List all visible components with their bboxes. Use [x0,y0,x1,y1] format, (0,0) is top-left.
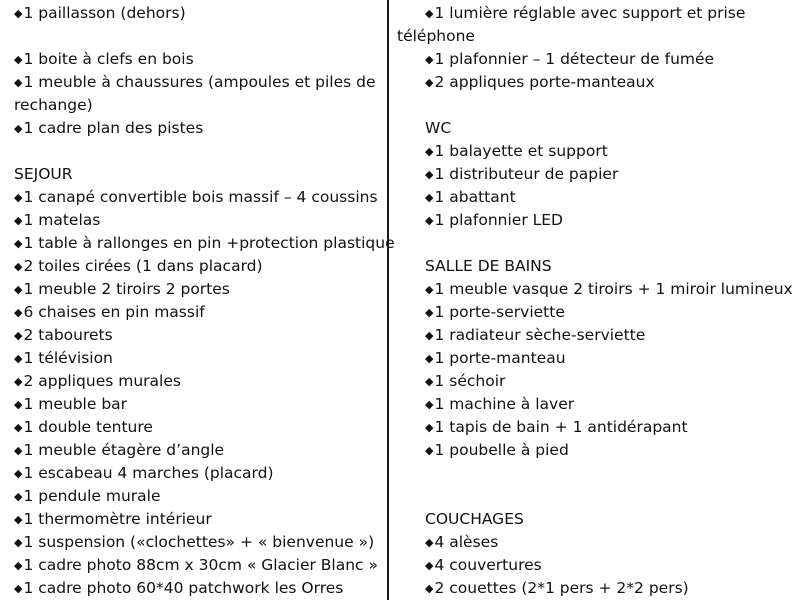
list-item-text: téléphone [397,27,475,45]
section-heading [14,163,384,186]
section-heading [397,117,797,140]
spacer [397,462,797,485]
list-item [14,508,384,531]
list-item [14,117,384,140]
list-item-text: 1 boite à clefs en bois [23,50,194,68]
list-item-text: 1 plafonnier LED [434,211,563,229]
bullet-icon: ◆ [425,444,434,457]
list-item-text: 1 table à rallonges en pin +protection plastique [23,234,395,252]
list-item [397,25,797,48]
bullet-icon: ◆ [425,559,434,572]
list-item [397,209,797,232]
bullet-icon: ◆ [14,352,23,365]
list-item [14,324,384,347]
list-item-text: 2 toiles cirées (1 dans placard) [23,257,263,275]
list-item-text: 1 meuble 2 tiroirs 2 portes [23,280,230,298]
list-item [14,370,384,393]
list-item [14,554,384,577]
section-heading-text: SALLE DE BAINS [425,257,552,275]
section-heading-text: SEJOUR [14,165,73,183]
list-item [397,324,797,347]
list-item [14,278,384,301]
list-item-text: 1 porte-manteau [434,349,566,367]
list-item [14,577,384,600]
spacer [14,140,384,163]
list-item-text: 1 lumière réglable avec support et prise [434,4,746,22]
list-item-text: 1 thermomètre intérieur [23,510,212,528]
list-item [397,301,797,324]
bullet-icon: ◆ [14,513,23,526]
bullet-icon: ◆ [14,559,23,572]
list-item-text: 1 escabeau 4 marches (placard) [23,464,274,482]
list-item [14,232,395,255]
list-item [397,370,797,393]
list-item [397,554,797,577]
list-item [14,416,384,439]
bullet-icon: ◆ [14,214,23,227]
bullet-icon: ◆ [425,352,434,365]
list-item-text: 1 cadre photo 88cm x 30cm « Glacier Blanc » [23,556,378,574]
section-heading [397,508,797,531]
list-item [14,94,384,117]
list-item [397,439,797,462]
list-item [14,347,384,370]
list-item [397,48,797,71]
list-item-text: 1 distributeur de papier [434,165,619,183]
bullet-icon: ◆ [14,76,23,89]
list-item [397,416,797,439]
bullet-icon: ◆ [14,444,23,457]
list-item [14,393,384,416]
bullet-icon: ◆ [14,490,23,503]
list-item-text: 2 appliques murales [23,372,181,390]
bullet-icon: ◆ [425,145,434,158]
spacer [397,94,797,117]
list-item-text: 1 cadre plan des pistes [23,119,204,137]
spacer [397,485,797,508]
bullet-icon: ◆ [14,536,23,549]
list-item-text: 1 meuble vasque 2 tiroirs + 1 miroir lumineux [434,280,793,298]
bullet-icon: ◆ [425,214,434,227]
list-item [14,485,384,508]
bullet-icon: ◆ [14,329,23,342]
list-item [397,140,797,163]
list-item-text: 1 meuble bar [23,395,128,413]
bullet-icon: ◆ [14,191,23,204]
spacer [397,232,797,255]
bullet-icon: ◆ [14,306,23,319]
bullet-icon: ◆ [14,237,23,250]
bullet-icon: ◆ [425,53,434,66]
list-item-text: 2 tabourets [23,326,113,344]
bullet-icon: ◆ [425,168,434,181]
bullet-icon: ◆ [425,375,434,388]
list-item-text: 1 radiateur sèche-serviette [434,326,646,344]
bullet-icon: ◆ [425,536,434,549]
list-item-text: 1 paillasson (dehors) [23,4,186,22]
list-item-text: 1 double tenture [23,418,153,436]
section-heading-text: COUCHAGES [425,510,524,528]
list-item [397,531,797,554]
list-item-text: 1 tapis de bain + 1 antidérapant [434,418,688,436]
bullet-icon: ◆ [425,329,434,342]
bullet-icon: ◆ [14,582,23,595]
list-item-text: 1 balayette et support [434,142,608,160]
list-item-text: 1 cadre photo 60*40 patchwork les Orres [23,579,344,597]
bullet-icon: ◆ [425,306,434,319]
list-item-text: 1 meuble étagère d’angle [23,441,225,459]
column-divider [387,0,389,600]
list-item [397,347,797,370]
list-item-text: 6 chaises en pin massif [23,303,205,321]
bullet-icon: ◆ [425,398,434,411]
list-item-text: 1 suspension («clochettes» + « bienvenue ») [23,533,375,551]
list-item-text: 1 pendule murale [23,487,161,505]
list-item [397,278,797,301]
list-item-text: 4 alèses [434,533,499,551]
list-item [14,462,384,485]
list-item [397,393,797,416]
list-item [14,439,384,462]
bullet-icon: ◆ [14,467,23,480]
list-item-text: 1 abattant [434,188,516,206]
list-item-text: rechange) [14,96,93,114]
list-item [14,531,384,554]
list-item-text: 1 matelas [23,211,101,229]
list-item-text: 2 couettes (2*1 pers + 2*2 pers) [434,579,689,597]
list-item-text: 1 canapé convertible bois massif – 4 coussins [23,188,378,206]
bullet-icon: ◆ [14,283,23,296]
bullet-icon: ◆ [14,398,23,411]
list-item-text: 1 plafonnier – 1 détecteur de fumée [434,50,715,68]
left-column [14,2,395,600]
bullet-icon: ◆ [425,421,434,434]
list-item-text: 1 poubelle à pied [434,441,569,459]
list-item [14,255,384,278]
bullet-icon: ◆ [14,421,23,434]
list-item [14,186,384,209]
list-item-text: 1 meuble à chaussures (ampoules et piles de [23,73,376,91]
list-item [397,2,797,25]
list-item [397,577,797,600]
list-item-text: 1 séchoir [434,372,506,390]
bullet-icon: ◆ [425,283,434,296]
bullet-icon: ◆ [14,375,23,388]
bullet-icon: ◆ [14,7,23,20]
list-item [397,71,797,94]
spacer [14,25,384,48]
list-item-text: 2 appliques porte-manteaux [434,73,655,91]
list-item [14,301,384,324]
list-item [397,163,797,186]
bullet-icon: ◆ [425,76,434,89]
bullet-icon: ◆ [14,122,23,135]
bullet-icon: ◆ [14,260,23,273]
list-item [14,48,384,71]
list-item [14,209,384,232]
bullet-icon: ◆ [425,582,434,595]
bullet-icon: ◆ [425,191,434,204]
right-column [397,2,797,600]
list-item-text: 1 porte-serviette [434,303,565,321]
list-item [397,186,797,209]
section-heading [397,255,797,278]
list-item-text: 4 couvertures [434,556,542,574]
list-item-text: 1 télévision [23,349,113,367]
list-item-text: 1 machine à laver [434,395,575,413]
list-item [14,71,384,94]
list-item [14,2,384,25]
bullet-icon: ◆ [425,7,434,20]
bullet-icon: ◆ [14,53,23,66]
section-heading-text: WC [425,119,452,137]
